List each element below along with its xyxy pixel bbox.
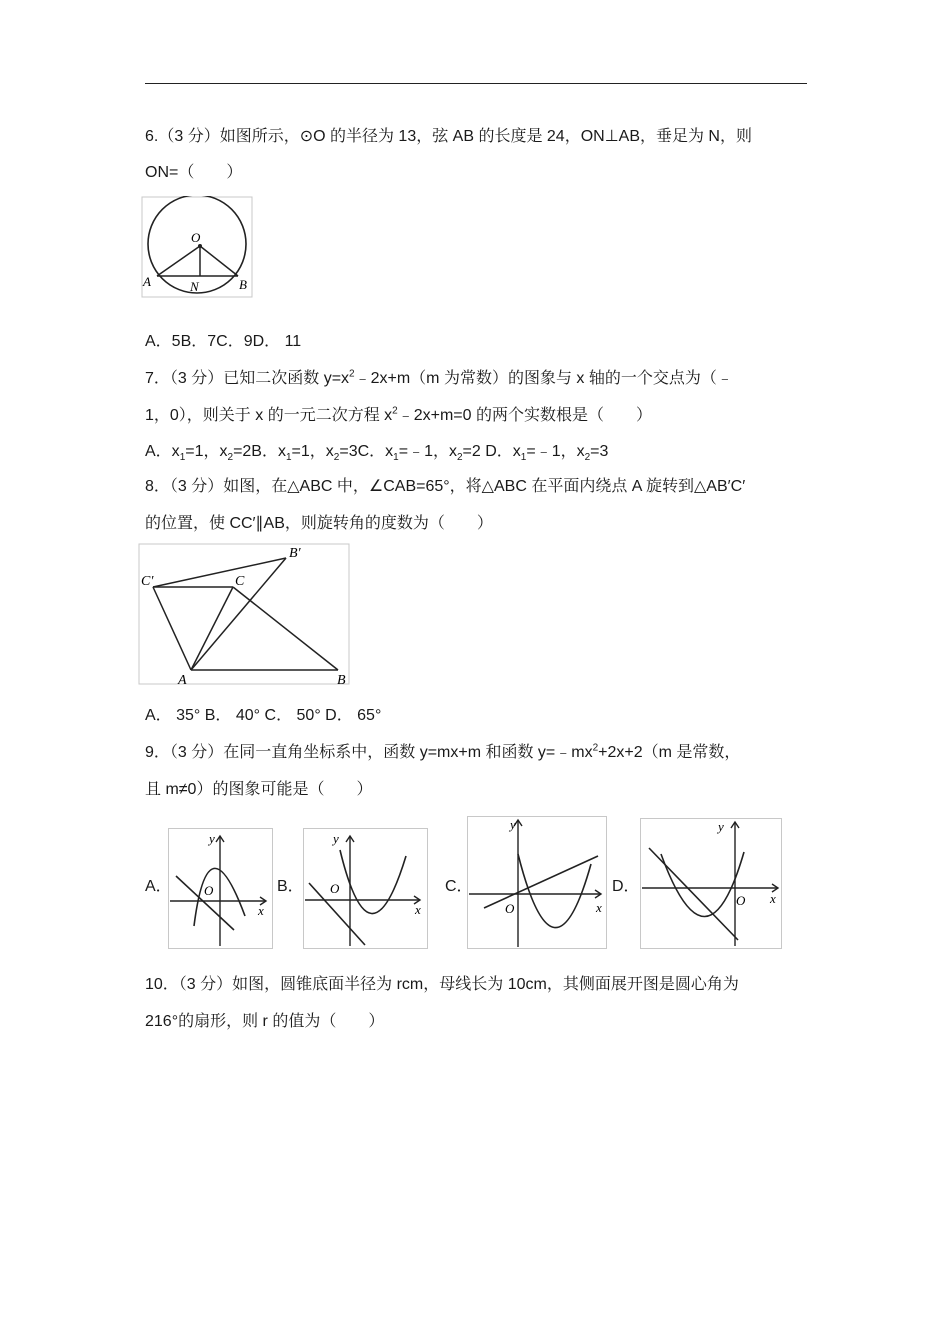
q9-b-y-label: y bbox=[333, 831, 339, 846]
q9-b-origin-label: O bbox=[330, 881, 340, 896]
q7-text-line2: 1，0），则关于 x 的一元二次方程 $x^2﹣2x+m=0$ 的两个实数根是（ ） bbox=[145, 405, 652, 424]
q9-text-line2: 且 m≠0）的图象可能是（ ） bbox=[145, 781, 373, 798]
q9-d-origin-label: O bbox=[736, 893, 746, 908]
q6-label-b: B bbox=[239, 277, 247, 292]
q8-text-line1: 8．（3 分）如图，在△ABC 中，∠CAB=65°，将△ABC 在平面内绕点 A 旋转到△AB′C′ bbox=[145, 478, 746, 495]
q7-option-subscript: 2 bbox=[333, 452, 340, 464]
q9-b-x-label: x bbox=[415, 902, 421, 917]
q9-a-x-label: x bbox=[258, 903, 264, 918]
q9-option-c-label: C． bbox=[445, 878, 473, 895]
q9-d-x-label: x bbox=[770, 891, 776, 906]
q9-option-d-label: D． bbox=[612, 878, 640, 895]
q8-label-c-prime: C′ bbox=[141, 574, 154, 589]
q7-option-subscript: 1 bbox=[520, 452, 527, 464]
q9-text-line1: 9．（3 分）在同一直角坐标系中，函数 y=mx+m 和函数 $y=﹣mx^2+2x+2(m$ 是常数， bbox=[145, 742, 741, 761]
q6-options: A．5B．7C．9D． 11 bbox=[145, 333, 302, 350]
q8-label-a: A bbox=[178, 673, 187, 688]
q6-text-line1: 6.（3 分）如图所示，⊙O 的半径为 13，弦 AB 的长度是 24，ON⊥AB，垂足为 N，则 bbox=[145, 128, 752, 145]
q9-graph-a bbox=[168, 828, 274, 950]
q7-option-subscript: 1 bbox=[285, 452, 292, 464]
q8-label-c: C bbox=[235, 574, 245, 589]
q6-label-o: O bbox=[191, 230, 201, 245]
q9-a-origin-label: O bbox=[204, 883, 214, 898]
q6-text-line2: ON=（ ） bbox=[145, 164, 243, 181]
q6-label-n: N bbox=[190, 279, 199, 294]
q7-option-subscript: 2 bbox=[584, 452, 591, 464]
header-rule bbox=[145, 83, 807, 84]
q7-option-subscript: 2 bbox=[227, 452, 234, 464]
q7-option-subscript: 1 bbox=[179, 452, 186, 464]
q8-text-line2: 的位置，使 CC′∥AB，则旋转角的度数为（ ） bbox=[145, 515, 493, 532]
q9-option-a-label: A． bbox=[145, 878, 172, 895]
q6-circle-figure bbox=[140, 196, 255, 300]
q9-graph-c bbox=[467, 816, 608, 950]
q8-label-b: B bbox=[337, 673, 346, 688]
q9-c-x-label: x bbox=[596, 900, 602, 915]
q7-option-subscript: 2 bbox=[456, 452, 463, 464]
q7-options: A．$x_1=1$，$x_2=2B$．$x_1=1$，$x_2=3C$．$x_1=﹣1$，$x_2=2$ D．$x_1=﹣1$，$x_2=3$ bbox=[145, 443, 609, 464]
q6-label-a: A bbox=[143, 274, 151, 289]
q8-label-b-prime: B′ bbox=[289, 546, 301, 561]
q10-text-line2: 216°的扇形，则 r 的值为（ ） bbox=[145, 1013, 385, 1030]
q9-c-y-label: y bbox=[510, 817, 516, 832]
q9-graph-d bbox=[640, 818, 783, 950]
q9-a-y-label: y bbox=[209, 831, 215, 846]
q9-c-origin-label: O bbox=[505, 901, 515, 916]
q9-graph-b bbox=[303, 828, 429, 950]
q9-d-y-label: y bbox=[718, 819, 724, 834]
q8-triangle-figure bbox=[138, 543, 353, 688]
q8-options: A． 35° B． 40° C． 50° D． 65° bbox=[145, 707, 382, 724]
q10-text-line1: 10．（3 分）如图，圆锥底面半径为 rcm，母线长为 10cm，其侧面展开图是圆心角为 bbox=[145, 976, 739, 993]
q9-option-b-label: B． bbox=[277, 878, 304, 895]
q7-option-subscript: 1 bbox=[393, 452, 399, 464]
q7-text-line1: 7．（3 分）已知二次函数 $y=x^2﹣2x+m(m$ 为常数）的图象与 x 轴的一个交点为（﹣ bbox=[145, 368, 733, 387]
